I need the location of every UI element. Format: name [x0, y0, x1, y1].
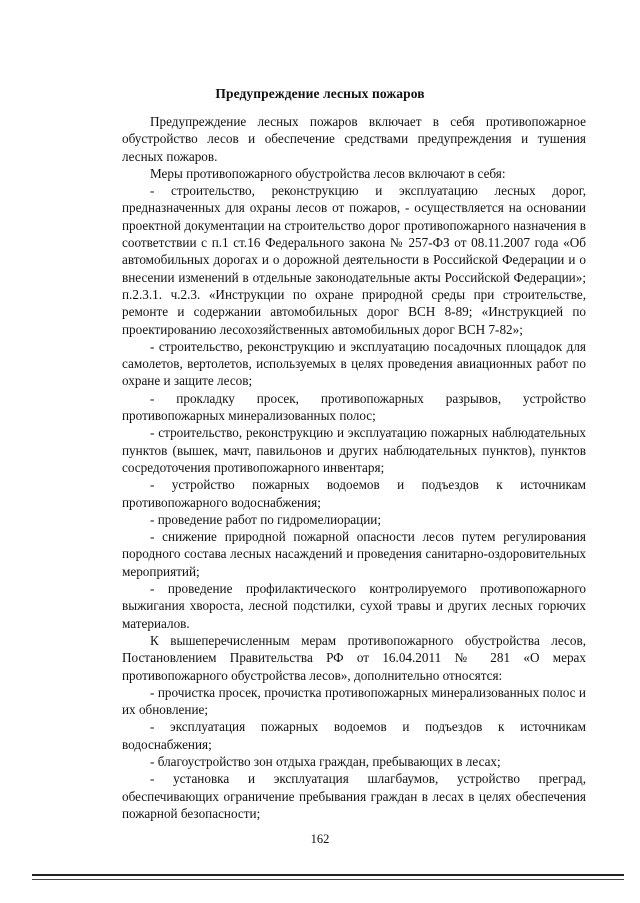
paragraph: - установка и эксплуатация шлагбаумов, устройство преград, обеспечивающих ограничение пребывания граждан в лесах в целях обеспечения пожарной безопасности; — [122, 771, 586, 821]
paragraph: - эксплуатация пожарных водоемов и подъездов к источникам водоснабжения; — [122, 719, 586, 752]
paragraph: - прочистка просек, прочистка противопожарных минерализованных полос и их обновление; — [122, 684, 586, 718]
paragraph: - проведение профилактического контролируемого противопожарного выжигания хвороста, лесной подстилки, сухой травы и других лесных горючих материалов. — [122, 581, 586, 631]
paragraph: К вышеперечисленным мерам противопожарного обустройства лесов, Постановлением Правительства РФ от 16.04.2011 № 281 «О мерах противопожарного обустройства лесов», дополнительно относятся: — [122, 632, 586, 683]
paragraph: - проведение работ по гидромелиорации; — [150, 511, 381, 527]
paragraph: - строительство, реконструкцию и эксплуатацию пожарных наблюдательных пунктов (вышек, мачт, павильонов и других наблюдательных пунктов), пунктов сосредоточения противопожарного инвентаря; — [122, 425, 586, 475]
paragraph: - прокладку просек, противопожарных разрывов, устройство противопожарных минерализованных полос; — [122, 390, 586, 424]
paragraph: - устройство пожарных водоемов и подъездов к источникам противопожарного водоснабжения; — [122, 477, 586, 510]
bottom-divider-thin — [32, 879, 624, 880]
page-number: 162 — [310, 832, 330, 846]
body-text — [122, 113, 586, 822]
paragraph: Предупреждение лесных пожаров включает в себя противопожарное обустройство лесов и обеспечение средствами предупреждения и тушения лесных пожаров. — [122, 114, 586, 164]
page-title: Предупреждение лесных пожаров — [215, 86, 425, 101]
paragraph: - строительство, реконструкцию и эксплуатацию посадочных площадок для самолетов, вертолетов, используемых в целях проведения авиационных работ по охране и защите лесов; — [122, 338, 586, 389]
paragraph: - снижение природной пожарной опасности лесов путем регулирования породного состава лесных насаждений и проведения санитарно-оздоровительных мероприятий; — [122, 529, 586, 579]
paragraph: - строительство, реконструкцию и эксплуатацию лесных дорог, предназначенных для охраны лесов от пожаров, - осуществляется на основании проектной документации на строительство дорог противопожарного назначения в соответствии с п.1 ст.16 Федерального закона № 257-ФЗ от 08.11.2007 года «Об автомобильных дорогах и о дорожной деятельности в Российской Федерации и о внесении изменений в отдельные законодательные акты Российской Федерации»; п.2.3.1. ч.2.3. «Инструкции по охране природной среды при строительстве, ремонте и содержании автомобильных дорог ВСН 8-89; «Инструкцией по проектированию лесохозяйственных автомобильных дорог ВСН 7-82»; — [122, 183, 586, 337]
paragraph: - благоустройство зон отдыха граждан, пребывающих в лесах; — [150, 753, 501, 769]
bottom-divider — [32, 874, 624, 876]
paragraph: Меры противопожарного обустройства лесов включают в себя: — [150, 165, 506, 181]
